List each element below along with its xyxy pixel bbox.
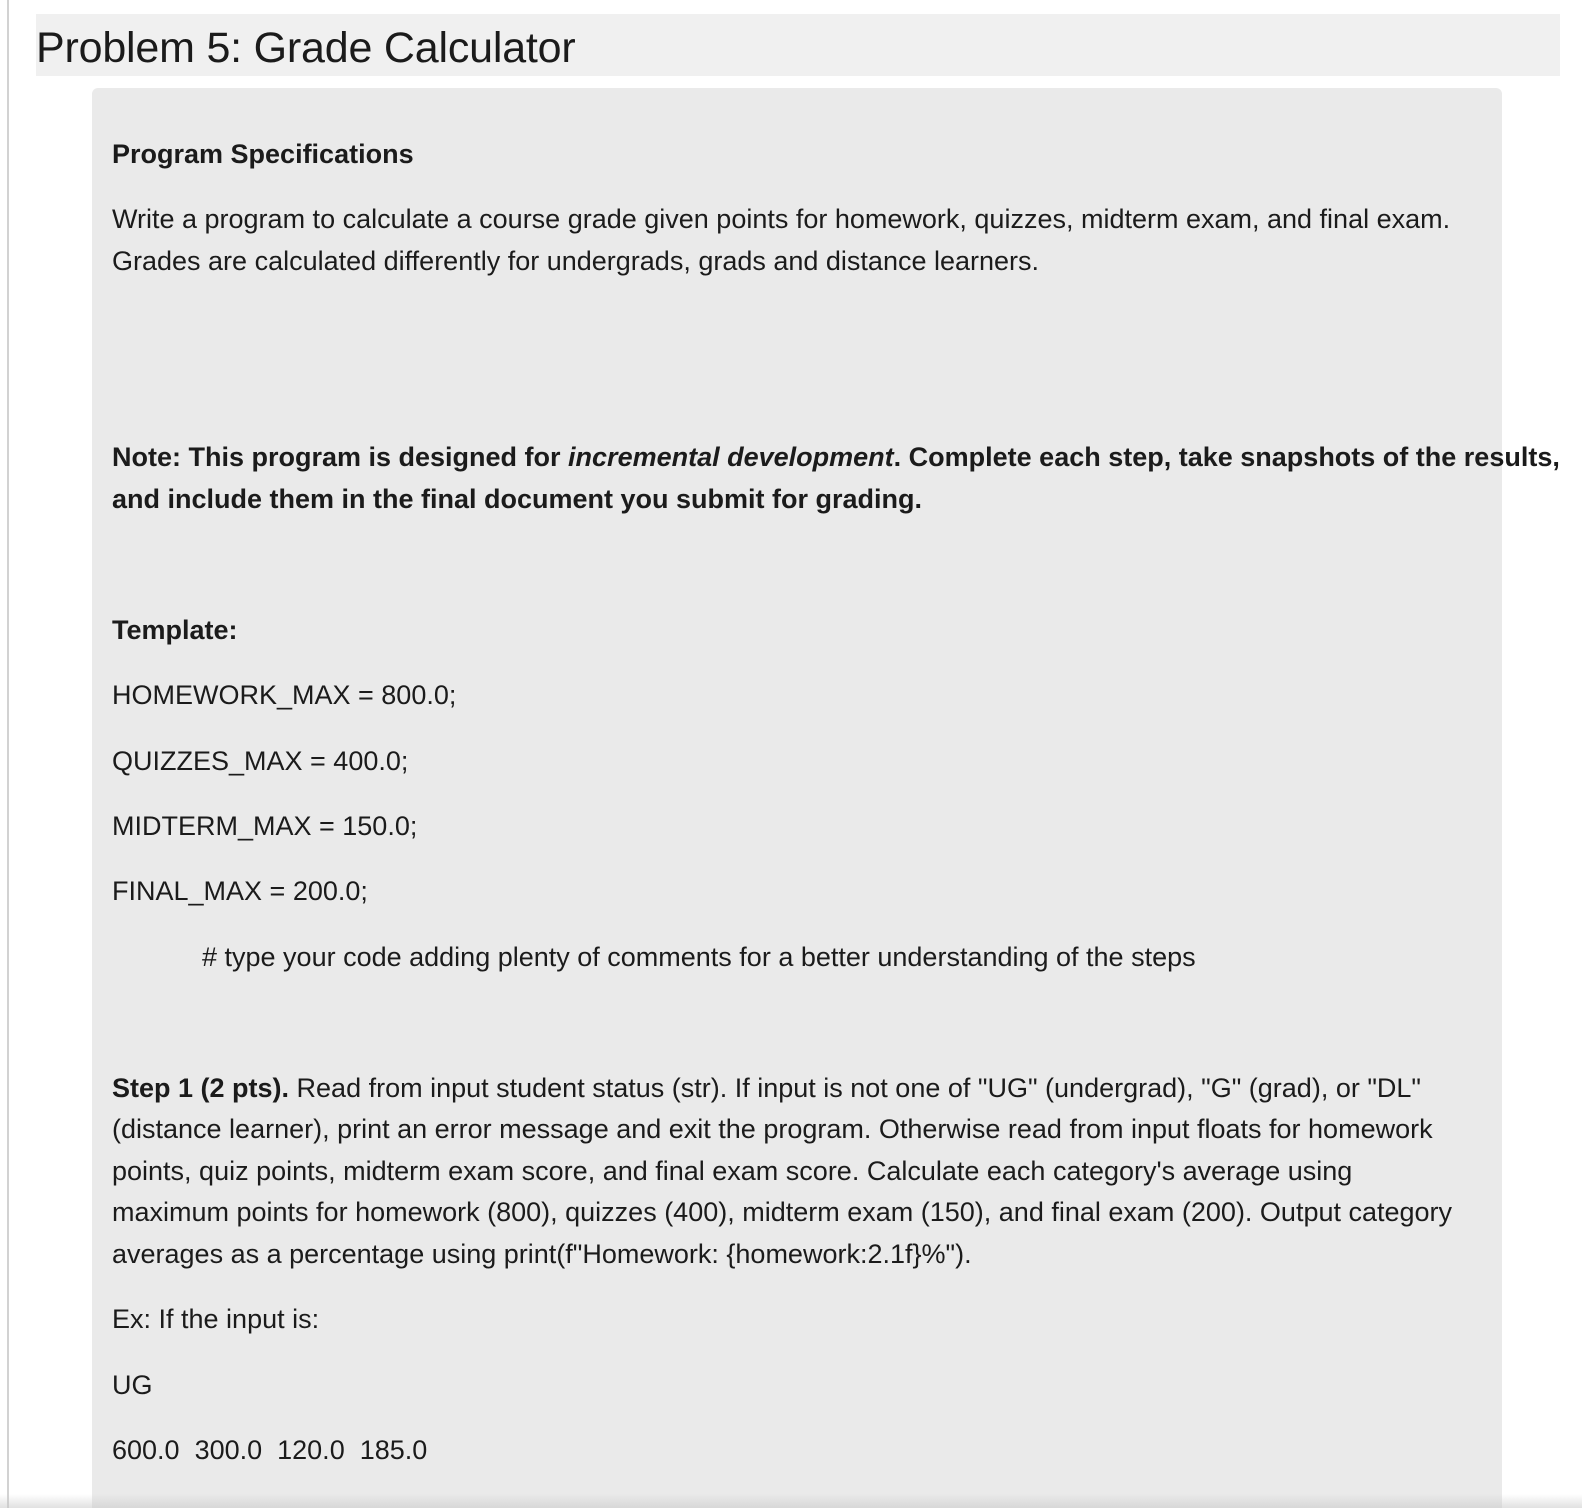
bottom-fade bbox=[0, 1494, 1582, 1508]
note-line-2: and include them in the final document you submit for grading. bbox=[112, 484, 923, 514]
example-status: UG bbox=[112, 1370, 153, 1400]
note-text-a: Note: This program is designed for bbox=[112, 442, 569, 472]
step1-line-5: averages as a percentage using print(f"Homework: {homework:2.1f}%"). bbox=[112, 1239, 972, 1269]
note-line-1 bbox=[112, 436, 1560, 478]
content-panel bbox=[92, 88, 1502, 1508]
constant-midterm-max: MIDTERM_MAX = 150.0; bbox=[112, 811, 418, 841]
spec-heading: Program Specifications bbox=[112, 139, 414, 169]
step1-line-1 bbox=[112, 1067, 1421, 1109]
template-comment: # type your code adding plenty of comments for a better understanding of the steps bbox=[202, 942, 1196, 972]
title-bar bbox=[36, 14, 1560, 76]
step1-line-3: points, quiz points, midterm exam score, and final exam score. Calculate each category's average using bbox=[112, 1156, 1353, 1186]
constant-quizzes-max: QUIZZES_MAX = 400.0; bbox=[112, 746, 409, 776]
note-text-b: . Complete each step, take snapshots of the results, bbox=[893, 442, 1560, 472]
step1-line-1-text: Read from input student status (str). If input is not one of "UG" (undergrad), "G" (grad), or "DL" bbox=[289, 1073, 1422, 1103]
note-emphasis: incremental development bbox=[568, 442, 894, 472]
example-values: 600.0 300.0 120.0 185.0 bbox=[112, 1435, 428, 1465]
step1-label: Step 1 (2 pts). bbox=[112, 1073, 290, 1103]
step1-line-4: maximum points for homework (800), quizzes (400), midterm exam (150), and final exam (200). Output category bbox=[112, 1197, 1453, 1227]
left-border bbox=[7, 0, 9, 1508]
example-intro: Ex: If the input is: bbox=[112, 1304, 320, 1334]
template-heading: Template: bbox=[112, 615, 238, 645]
spec-line-2: Grades are calculated differently for undergrads, grads and distance learners. bbox=[112, 246, 1040, 276]
spec-line-1: Write a program to calculate a course grade given points for homework, quizzes, midterm exam, and final exam. bbox=[112, 204, 1451, 234]
step1-line-2: (distance learner), print an error message and exit the program. Otherwise read from input floats for homework bbox=[112, 1114, 1433, 1144]
page-title: Problem 5: Grade Calculator bbox=[36, 24, 576, 72]
constant-homework-max: HOMEWORK_MAX = 800.0; bbox=[112, 680, 457, 710]
constant-final-max: FINAL_MAX = 200.0; bbox=[112, 876, 368, 906]
